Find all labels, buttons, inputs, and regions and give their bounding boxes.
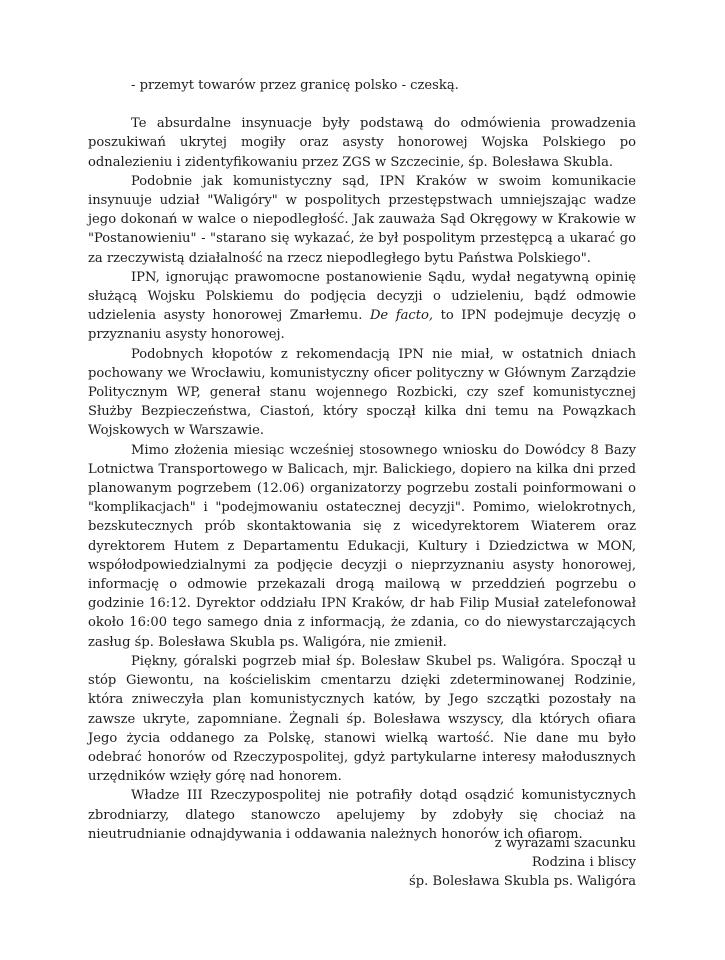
paragraph-ipn-opinion [88,268,636,345]
paragraph-application: Mimo złożenia miesiąc wcześniej stosownego wniosku do Dowódcy 8 Bazy Lotnictwa Transportowego w Balicach, mjr. Balickiego, dopiero na kilka dni przed planowanym pogrzebem (12.06) organizatorzy pogrzebu zostali poinformowani o "komplikacjach" i "podejmowaniu ostatecznej decyzji". Pomimo, wielokrotnych, bezskutecznych prób skontaktowania się z wicedyrektorem Wiaterem oraz dyrektorem Hutem z Departamentu Edukacji, Kultury i Dziedzictwa w MON, współodpowiedzialnymi za podjęcie decyzji o nieprzyznaniu asysty honorowej, informację o odmowie przekazali drogą mailową w przeddzień pogrzebu o godzinie 16:12. Dyrektor oddziału IPN Kraków, dr hab Filip Musiał zatelefonował około 16:00 tego samego dnia z informacją, że zdania, co do niewystarczających zasług śp. Bolesława Skubla ps. Waligóra, nie zmienił. [88,442,636,650]
signature-family: Rodzina i bliscy [531,855,636,871]
signature-greeting: z wyrazami szacunku [494,836,636,851]
paragraph-ipn-opinion-text: IPN, ignorując prawomocne postanowienie Sądu, wydał negatywną opinię służącą Wojsku Polskiemu do podjęcia decyzji o udzieleniu, bądź odmowie udzielenia asysty honorowej Zmarłemu. [88,269,636,324]
lead-line: - przemyt towarów przez granicę polsko - czeską. [131,78,459,93]
paragraph-appeal: Władze III Rzeczypospolitej nie potrafiły dotąd osądzić komunistycznych zbrodniarzy, dlatego stanowczo apelujemy by zdobyły się chociaż na nieutrudnianie odnajdywania i oddawania należnych honorów ich ofiarom. [88,788,636,842]
signature-name: śp. Bolesława Skubla ps. Waligóra [409,874,636,890]
paragraph-ipn-communique: Podobnie jak komunistyczny sąd, IPN Kraków w swoim komunikacie insynuuje udział "Waligóry" w pospolitych przestępstwach umniejszając wadze jego dokonań w walce o niepodległość. Jak zauważa Sąd Okręgowy w Krakowie w "Postanowieniu" - "starano się wykazać, że był pospolitym przestępcą a ukarać go za rzeczywistą działalność na rzecz niepodległego bytu Państwa Polskiego". [88,173,636,266]
letter-body [88,76,636,844]
paragraph-funeral: Piękny, góralski pogrzeb miał śp. Bolesław Skubel ps. Waligóra. Spoczął u stóp Giewontu, na kościeliskim cmentarzu dzięki zdeterminowanej Rodzinie, która zniweczyła plan komunistycznych katów, by Jego szczątki pozostały na zawsze ukryte, zapomniane. Żegnali śp. Bolesława wszyscy, dla których ofiara Jego życia oddanego za Polskę, stanowi wielką wartość. Nie dane mu było odebrać honorów od Rzeczypospolitej, gdyż partykularne interesy małodusznych urzędników wzięły górę nad honorem. [88,653,636,785]
paragraph-ipn-opinion-tail: to IPN podejmuje decyzję o przyznaniu asysty honorowej. [88,308,636,343]
signature-block [400,834,636,892]
de-facto-phrase: De facto, [369,308,434,324]
paragraph-other-funerals: Podobnych kłopotów z rekomendacją IPN nie miał, w ostatnich dniach pochowany we Wrocławiu, komunistyczny oficer polityczny w Głównym Zarządzie Politycznym WP, generał stanu wojennego Rozbicki, czy szef komunistycznej Służby Bezpieczeństwa, Ciastoń, który spoczął kilka dni temu na Powązkach Wojskowych w Warszawie. [88,346,636,439]
paragraph-insinuations: Te absurdalne insynuacje były podstawą do odmówienia prowadzenia poszukiwań ukrytej mogiły oraz asysty honorowej Wojska Polskiego po odnalezieniu i zidentyfikowaniu przez ZGS w Szczecinie, śp. Bolesława Skubla. [88,116,636,170]
